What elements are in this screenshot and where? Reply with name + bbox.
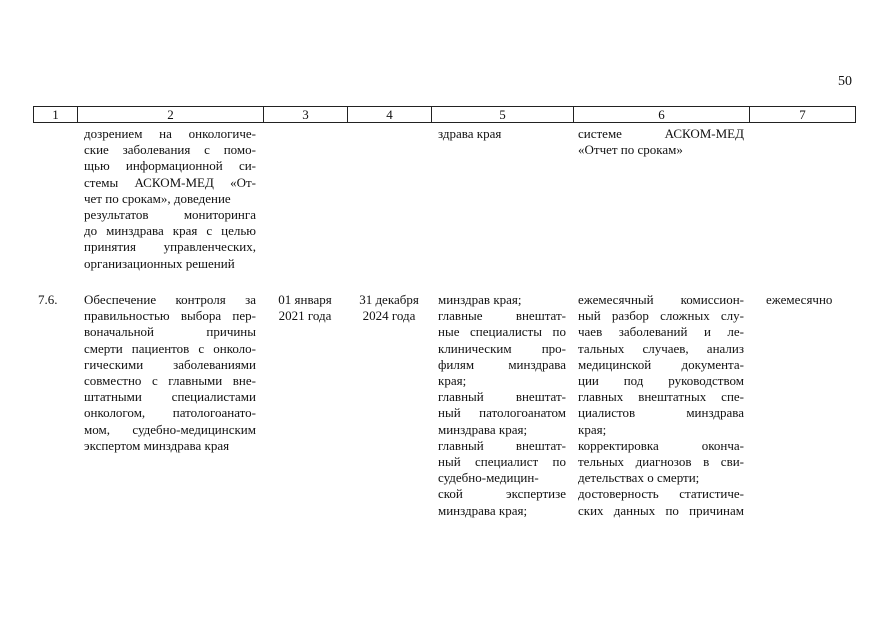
- text-line: чет по срокам», доведение: [84, 190, 231, 206]
- end-date: [348, 292, 430, 324]
- text-line: главный внештат-: [438, 389, 566, 405]
- text-line: совместно с главными вне-: [84, 373, 256, 389]
- page-number: 50: [838, 74, 852, 89]
- text-line: детельствах о смерти;: [578, 470, 700, 486]
- continuation-col2-text: [84, 126, 256, 272]
- text-line: минздрава края;: [438, 502, 528, 518]
- text-line: ские заболевания с помо-: [84, 142, 256, 158]
- text-line: 31 декабря: [359, 292, 419, 307]
- text-line: ный разбор сложных слу-: [578, 308, 744, 324]
- text-line: системе АСКОМ-МЕД: [578, 126, 744, 141]
- text-line: главных внештатных спе-: [578, 389, 744, 405]
- text-line: минздрав края;: [438, 292, 522, 307]
- text-line: ежемесячный комиссион-: [578, 292, 744, 307]
- text-line: ских данных по причинам: [578, 502, 744, 518]
- text-line: здрава края: [438, 126, 502, 141]
- column-header-6: 6: [574, 107, 750, 123]
- text-line: главный внештат-: [438, 437, 566, 453]
- column-header-row: [34, 107, 856, 123]
- text-line: смерти пациентов с онколо-: [84, 340, 256, 356]
- text-line: 2021 года: [278, 308, 332, 324]
- text-line: воначальной причины: [84, 324, 256, 340]
- text-line: края;: [578, 421, 607, 437]
- text-line: правильностью выбора пер-: [84, 308, 256, 324]
- text-line: медицинской документа-: [578, 356, 744, 372]
- start-date: [264, 292, 346, 324]
- text-line: штатными специалистами: [84, 389, 256, 405]
- column-header-3: 3: [264, 107, 348, 123]
- text-line: чаев заболеваний и ле-: [578, 324, 744, 340]
- text-line: ный патологоанатом: [438, 405, 566, 421]
- text-line: мом, судебно-медицинским: [84, 421, 256, 437]
- text-line: принятия управленческих,: [84, 239, 256, 255]
- text-line: дозрением на онкологиче-: [84, 126, 256, 141]
- text-line: ской экспертизе: [438, 486, 566, 502]
- text-line: главные внештат-: [438, 308, 566, 324]
- text-line: края;: [438, 373, 467, 389]
- text-line: стемы АСКОМ-МЕД «От-: [84, 174, 256, 190]
- text-line: гическими заболеваниями: [84, 356, 256, 372]
- column-header-1: 1: [34, 107, 78, 123]
- text-line: тальных случаев, анализ: [578, 340, 744, 356]
- column-header-5: 5: [432, 107, 574, 123]
- text-line: результатов мониторинга: [84, 207, 256, 223]
- text-line: достоверность статистиче-: [578, 486, 744, 502]
- text-line: циалистов минздрава: [578, 405, 744, 421]
- text-line: щью информационной си-: [84, 158, 256, 174]
- text-line: минздрава края;: [438, 421, 528, 437]
- continuation-col5-text: [438, 126, 566, 142]
- text-line: экспертом минздрава края: [84, 437, 230, 453]
- text-line: онкологом, патологоанато-: [84, 405, 256, 421]
- expected-results: [578, 292, 744, 519]
- column-header-2: 2: [78, 107, 264, 123]
- text-line: организационных решений: [84, 255, 235, 271]
- row-description: [84, 292, 256, 454]
- continuation-col6-text: [578, 126, 744, 158]
- text-line: Обеспечение контроля за: [84, 292, 256, 307]
- responsible-executors: [438, 292, 566, 519]
- text-line: «Отчет по срокам»: [578, 142, 683, 158]
- column-header-table: [33, 106, 856, 123]
- text-line: ции под руководством: [578, 373, 744, 389]
- text-line: клиническим про-: [438, 340, 566, 356]
- text-line: тельных диагнозов в сви-: [578, 454, 744, 470]
- text-line: филям минздрава: [438, 356, 566, 372]
- text-line: 01 января: [278, 292, 332, 307]
- column-header-7: 7: [750, 107, 856, 123]
- text-line: 2024 года: [362, 308, 416, 324]
- text-line: корректировка оконча-: [578, 437, 744, 453]
- periodicity: ежемесячно: [766, 292, 833, 307]
- row-number: 7.6.: [38, 292, 58, 307]
- text-line: ные специалисты по: [438, 324, 566, 340]
- text-line: до минздрава края с целью: [84, 223, 256, 239]
- text-line: судебно-медицин-: [438, 470, 539, 486]
- text-line: ный специалист по: [438, 454, 566, 470]
- column-header-4: 4: [348, 107, 432, 123]
